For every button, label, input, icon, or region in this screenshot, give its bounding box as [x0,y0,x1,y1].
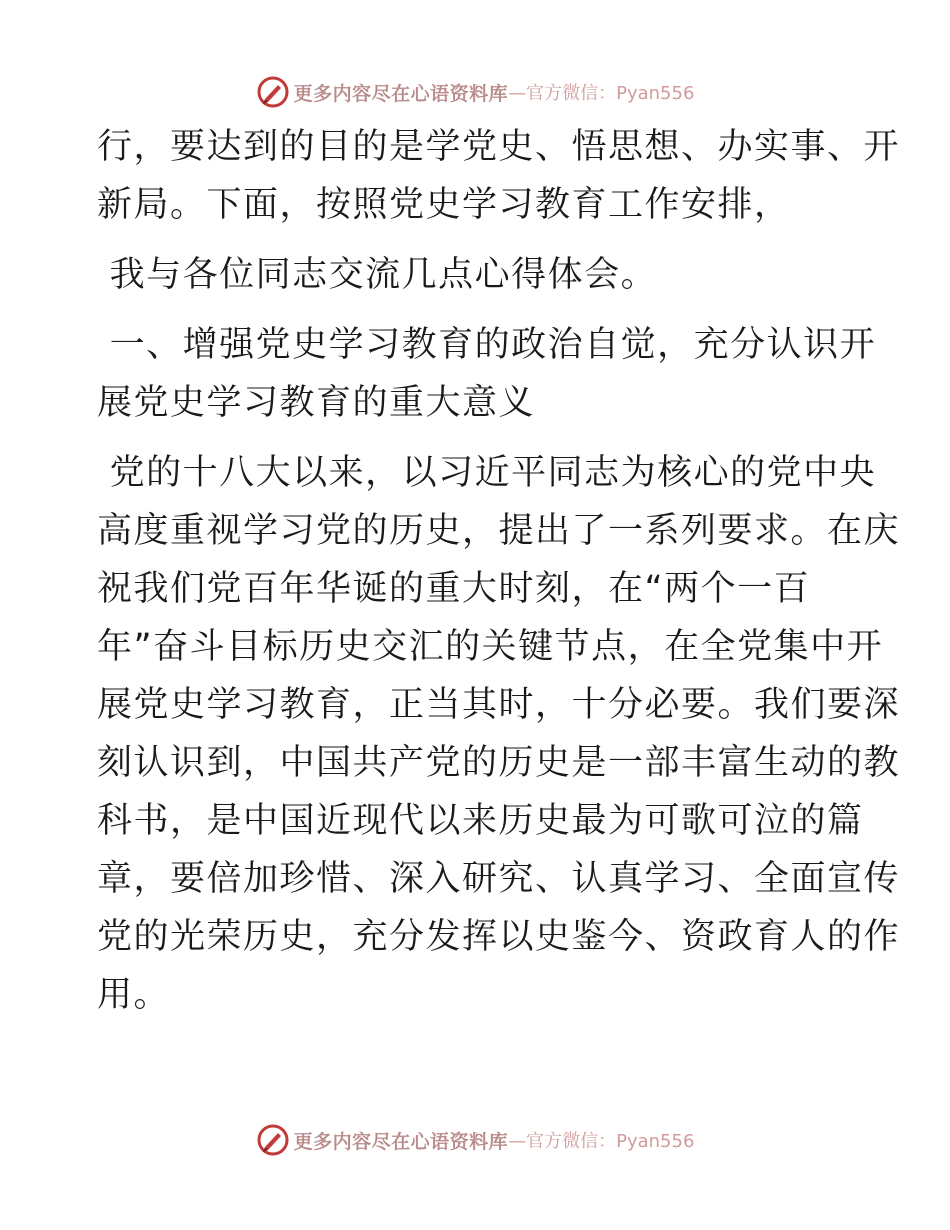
text-line: 章，要倍加珍惜、深入研究、认真学习、全面宣传 [97,859,901,899]
text-line: 高度重视学习党的历史，提出了一系列要求。在庆 [97,511,901,551]
text-line: 党的光荣历史，充分发挥以史鉴今、资政育人的作 [97,917,901,957]
text-line: 一、增强党史学习教育的政治自觉，充分认识开 [97,325,877,365]
watermark-contact: —官方微信：Pyan556 [508,83,695,104]
text-line: 用。 [97,975,171,1015]
document-body [97,118,901,1024]
watermark-contact: —官方微信：Pyan556 [508,1131,695,1152]
text-line: 刻认识到，中国共产党的历史是一部丰富生动的教 [97,743,901,783]
watermark-brand: 更多内容尽在心语资料库 [293,82,509,105]
watermark-brand: 更多内容尽在心语资料库 [293,1130,509,1153]
text-line: 科书，是中国近现代以来历史最为可歌可泣的篇 [97,801,864,841]
text-line: 展党史学习教育，正当其时，十分必要。我们要深 [97,685,901,725]
text-line: 我与各位同志交流几点心得体会。 [97,255,658,295]
text-line: 行，要达到的目的是学党史、悟思想、办实事、开 [97,127,901,167]
text-line: 党的十八大以来，以习近平同志为核心的党中央 [97,453,877,493]
footer-watermark [0,1120,950,1160]
text-line: 新局。下面，按照党史学习教育工作安排， [97,185,791,225]
text-line: 祝我们党百年华诞的重大时刻，在“两个一百 [97,569,811,609]
header-watermark [0,72,950,112]
text-line: 展党史学习教育的重大意义 [97,383,536,423]
pen-logo-icon [256,1123,290,1157]
pen-logo-icon [256,75,290,109]
text-line: 年”奋斗目标历史交汇的关键节点，在全党集中开 [97,627,884,667]
